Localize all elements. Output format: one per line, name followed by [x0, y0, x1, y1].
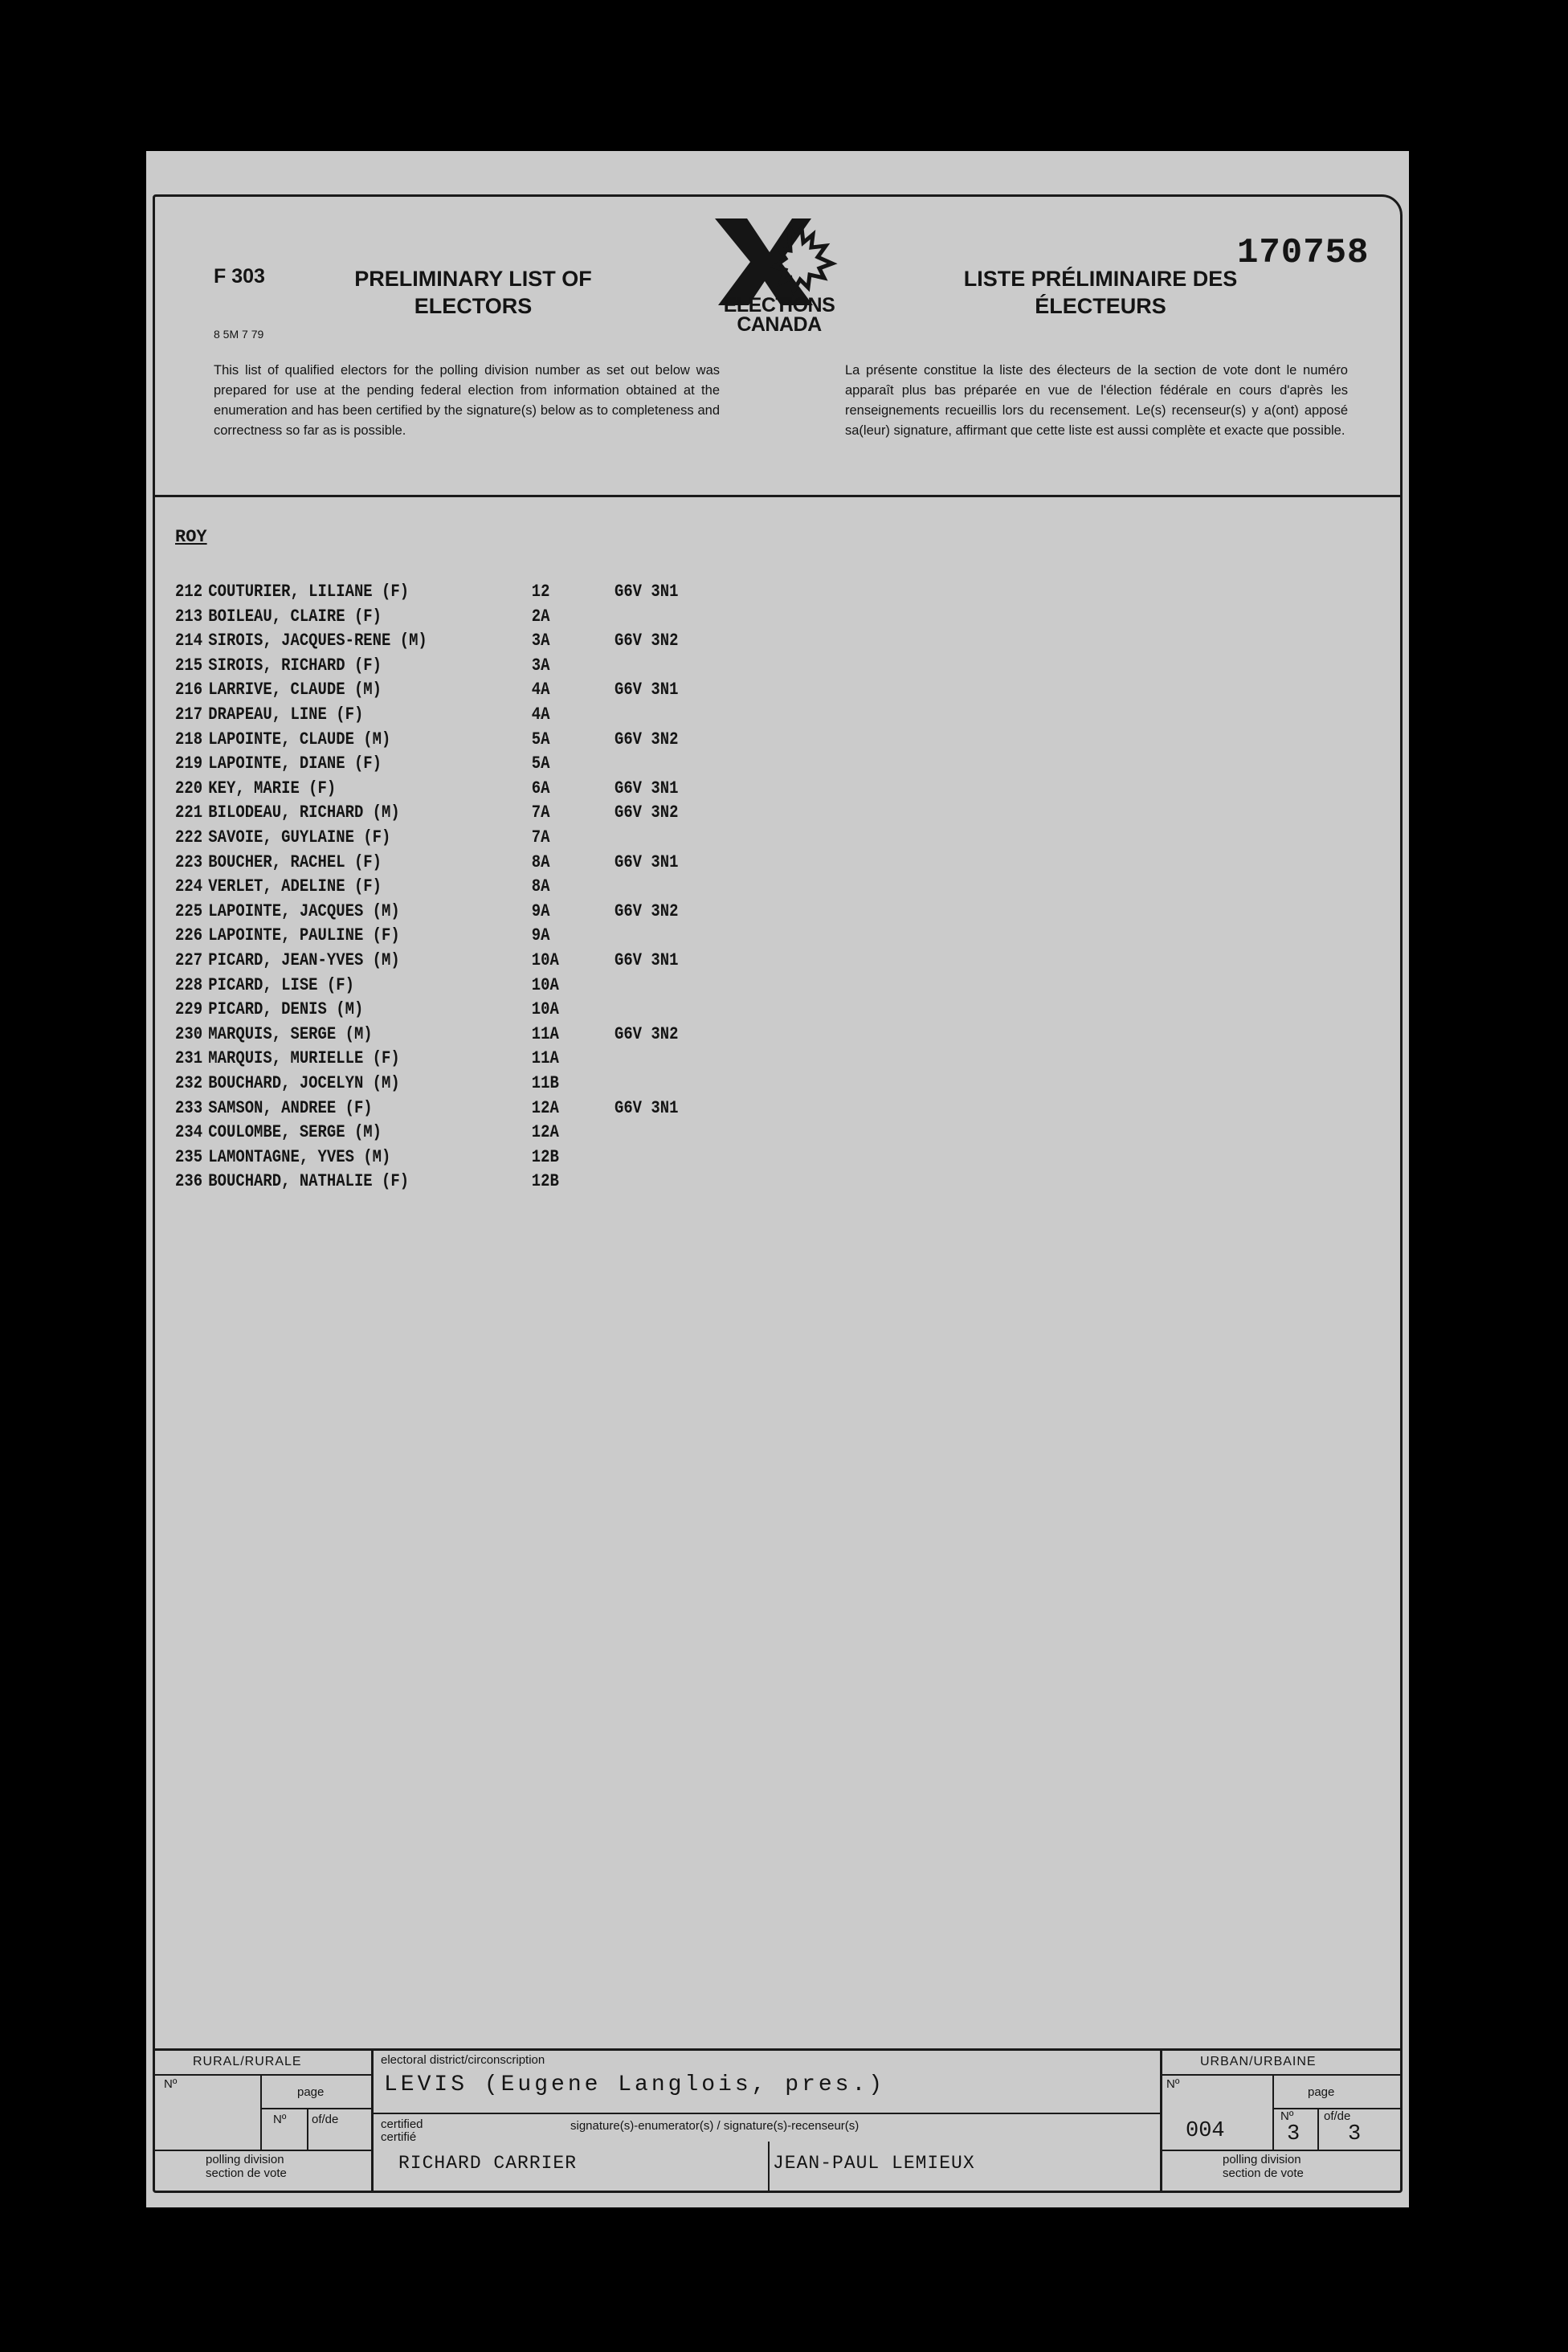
elector-postal-code: G6V 3N1	[614, 950, 679, 970]
elector-number: 233	[175, 1097, 203, 1118]
elector-row	[175, 1047, 559, 1072]
elector-number: 230	[175, 1023, 203, 1044]
urban-page-no-label: Nº	[1280, 2109, 1294, 2123]
intro-english: This list of qualified electors for the polling division number as set out below was prepared for use at the pending federal election from information obtained at the enumeration and has been certified by the signature(s) below as to completeness and correctness so far as is possible.	[214, 363, 720, 438]
elector-number: 236	[175, 1171, 203, 1192]
form-number: F 303	[214, 265, 265, 288]
intro-french: La présente constitue la liste des électeurs de la section de vote dont le numéro apparaît plus bas préparée en vue de l'élection fédérale en cours d'après les renseignements recueillis lors du recensement. Le(s) recenseur(s) y a(ont) apposé sa(leur) signature, affirmant que cette liste est aussi complète et exacte que possible.	[845, 363, 1348, 438]
title-french	[932, 265, 1269, 320]
elector-number: 216	[175, 680, 203, 700]
elector-address: 8A	[531, 851, 550, 872]
elector-row	[175, 1170, 559, 1194]
rural-label: RURAL/RURALE	[193, 2055, 302, 2068]
elector-address: 7A	[531, 827, 550, 847]
elector-number: 217	[175, 704, 203, 725]
elector-row	[175, 654, 550, 679]
elector-number: 226	[175, 925, 203, 946]
elector-postal-code: G6V 3N1	[614, 1097, 679, 1118]
urban-label: URBAN/URBAINE	[1200, 2055, 1317, 2068]
elector-name: LAPOINTE, CLAUDE (M)	[208, 729, 391, 749]
logo-line1: ELECTIONS	[723, 294, 835, 316]
elector-row	[175, 678, 679, 703]
elector-postal-code: G6V 3N2	[614, 631, 679, 651]
elector-row	[175, 1145, 559, 1170]
elector-address: 12B	[531, 1171, 559, 1192]
elector-postal-code: G6V 3N1	[614, 680, 679, 700]
elector-name: LAPOINTE, JACQUES (M)	[208, 900, 400, 921]
elector-address: 12A	[531, 1097, 559, 1118]
elector-row	[175, 801, 679, 826]
elector-name: PICARD, DENIS (M)	[208, 999, 364, 1020]
elector-row	[175, 875, 550, 900]
elector-row	[175, 629, 679, 654]
elector-name: LAPOINTE, PAULINE (F)	[208, 925, 400, 946]
urban-header-rule	[1162, 2074, 1403, 2076]
rural-page-label: page	[297, 2085, 325, 2099]
elector-number: 234	[175, 1122, 203, 1143]
elector-row	[175, 949, 679, 974]
elector-number: 219	[175, 753, 203, 774]
serial-number: 170758	[1237, 233, 1370, 273]
elector-name: SAVOIE, GUYLAINE (F)	[208, 827, 391, 847]
elector-number: 218	[175, 729, 203, 749]
rural-header-rule	[153, 2074, 371, 2076]
elector-number: 212	[175, 582, 203, 602]
rural-no-rule	[307, 2108, 308, 2150]
elector-number: 235	[175, 1146, 203, 1167]
elector-name: MARQUIS, SERGE (M)	[208, 1023, 373, 1044]
elector-address: 10A	[531, 974, 559, 995]
elector-name: BOUCHARD, NATHALIE (F)	[208, 1171, 410, 1192]
elector-address: 12B	[531, 1146, 559, 1167]
certified-label-1: certified	[381, 2117, 423, 2131]
rural-bottom-rule	[153, 2150, 371, 2151]
elector-name: SIROIS, JACQUES-RENE (M)	[208, 631, 427, 651]
elector-address: 10A	[531, 999, 559, 1020]
elector-name: BOUCHARD, JOCELYN (M)	[208, 1073, 400, 1093]
rural-page-rule	[262, 2108, 371, 2109]
elector-name: SIROIS, RICHARD (F)	[208, 655, 382, 676]
elector-address: 11B	[531, 1073, 559, 1093]
title-english	[325, 265, 622, 320]
elector-row	[175, 924, 550, 949]
elector-address: 3A	[531, 655, 550, 676]
elector-address: 10A	[531, 950, 559, 970]
rural-no-label: Nº	[164, 2077, 178, 2091]
elector-number: 223	[175, 851, 203, 872]
urban-bottom-rule	[1162, 2150, 1403, 2151]
elector-address: 4A	[531, 680, 550, 700]
elector-postal-code: G6V 3N1	[614, 778, 679, 798]
elector-postal-code: G6V 3N2	[614, 900, 679, 921]
elector-row	[175, 974, 559, 998]
elector-row	[175, 777, 679, 802]
signatures-label: signature(s)-enumerator(s) / signature(s)-recenseur(s)	[570, 2119, 860, 2133]
rural-polling-label-2: section de vote	[206, 2166, 287, 2180]
elector-address: 5A	[531, 753, 550, 774]
form-code: 8 5M 7 79	[214, 328, 264, 341]
elector-name: PICARD, LISE (F)	[208, 974, 354, 995]
elector-number: 229	[175, 999, 203, 1020]
district-label: electoral district/circonscription	[381, 2053, 545, 2067]
elector-postal-code: G6V 3N2	[614, 729, 679, 749]
polling-division-number: 004	[1186, 2119, 1225, 2143]
elector-name: LAMONTAGNE, YVES (M)	[208, 1146, 391, 1167]
elector-name: SAMSON, ANDREE (F)	[208, 1097, 373, 1118]
elector-number: 227	[175, 950, 203, 970]
elector-address: 8A	[531, 876, 550, 897]
elector-name: COULOMBE, SERGE (M)	[208, 1122, 382, 1143]
elections-canada-wordmark	[691, 296, 868, 334]
rural-page-no-label: Nº	[273, 2113, 287, 2126]
elector-address: 9A	[531, 925, 550, 946]
elector-name: BOUCHER, RACHEL (F)	[208, 851, 382, 872]
header-divider	[153, 495, 1403, 497]
elector-address: 11A	[531, 1023, 559, 1044]
footer-divider-left	[371, 2048, 374, 2193]
elector-number: 222	[175, 827, 203, 847]
street-name: ROY	[175, 527, 207, 547]
elector-address: 7A	[531, 802, 550, 823]
rural-polling-label-1: polling division	[206, 2153, 284, 2166]
title-french-line2: ÉLECTEURS	[1035, 294, 1166, 318]
elector-name: KEY, MARIE (F)	[208, 778, 337, 798]
elector-address: 4A	[531, 704, 550, 725]
urban-page-label: page	[1308, 2085, 1335, 2099]
elector-address: 12A	[531, 1122, 559, 1143]
elector-number: 214	[175, 631, 203, 651]
elector-row	[175, 703, 550, 728]
rural-of-label: of/de	[312, 2113, 339, 2126]
elector-number: 221	[175, 802, 203, 823]
elector-name: BOILEAU, CLAIRE (F)	[208, 606, 382, 627]
page-total: 3	[1348, 2122, 1362, 2146]
enumerator-1-signature: RICHARD CARRIER	[398, 2153, 578, 2174]
footer-divider-right	[1160, 2048, 1162, 2193]
elector-name: DRAPEAU, LINE (F)	[208, 704, 364, 725]
elector-name: LAPOINTE, DIANE (F)	[208, 753, 382, 774]
elector-number: 231	[175, 1048, 203, 1069]
title-english-line2: ELECTORS	[414, 294, 533, 318]
elector-row	[175, 580, 679, 605]
elector-row	[175, 605, 550, 630]
elector-address: 9A	[531, 900, 550, 921]
elector-address: 3A	[531, 631, 550, 651]
elector-row	[175, 826, 550, 851]
logo-line2: CANADA	[737, 313, 822, 336]
rural-col-rule	[260, 2074, 262, 2150]
elector-postal-code: G6V 3N2	[614, 1023, 679, 1044]
elector-name: COUTURIER, LILIANE (F)	[208, 582, 410, 602]
district-value: LEVIS (Eugene Langlois, pres.)	[384, 2072, 886, 2097]
elector-row	[175, 1072, 559, 1096]
elector-row	[175, 1096, 679, 1121]
elector-address: 11A	[531, 1048, 559, 1069]
elector-number: 213	[175, 606, 203, 627]
elector-address: 12	[531, 582, 550, 602]
title-english-line1: PRELIMINARY LIST OF	[354, 267, 592, 291]
certified-label-2: certifié	[381, 2130, 417, 2144]
elector-postal-code: G6V 3N2	[614, 802, 679, 823]
elector-row	[175, 1121, 559, 1145]
elector-address: 2A	[531, 606, 550, 627]
elector-postal-code: G6V 3N1	[614, 582, 679, 602]
urban-polling-label-1: polling division	[1223, 2153, 1301, 2166]
elector-address: 6A	[531, 778, 550, 798]
urban-of-label: of/de	[1324, 2109, 1351, 2123]
urban-no-label: Nº	[1166, 2077, 1180, 2091]
elector-number: 225	[175, 900, 203, 921]
elector-row	[175, 900, 679, 925]
elector-postal-code: G6V 3N1	[614, 851, 679, 872]
footer-top-rule	[153, 2048, 1403, 2051]
urban-polling-label-2: section de vote	[1223, 2166, 1304, 2180]
elector-number: 232	[175, 1073, 203, 1093]
elector-name: BILODEAU, RICHARD (M)	[208, 802, 400, 823]
urban-col-rule	[1272, 2074, 1274, 2150]
signature-divider	[768, 2142, 770, 2193]
title-french-line1: LISTE PRÉLIMINAIRE DES	[963, 267, 1238, 291]
elector-name: MARQUIS, MURIELLE (F)	[208, 1048, 400, 1069]
elector-name: LARRIVE, CLAUDE (M)	[208, 680, 382, 700]
elector-row	[175, 752, 550, 777]
elector-address: 5A	[531, 729, 550, 749]
elector-row	[175, 1023, 679, 1047]
elector-row	[175, 998, 559, 1023]
enumerator-2-signature: JEAN-PAUL LEMIEUX	[773, 2153, 975, 2174]
elector-row	[175, 728, 679, 753]
elector-number: 228	[175, 974, 203, 995]
elector-row	[175, 851, 679, 876]
elector-name: VERLET, ADELINE (F)	[208, 876, 382, 897]
district-rule	[374, 2113, 1160, 2114]
elector-number: 224	[175, 876, 203, 897]
urban-no-rule	[1317, 2108, 1319, 2150]
elector-number: 220	[175, 778, 203, 798]
elector-name: PICARD, JEAN-YVES (M)	[208, 950, 400, 970]
page-number: 3	[1287, 2122, 1301, 2146]
elector-number: 215	[175, 655, 203, 676]
